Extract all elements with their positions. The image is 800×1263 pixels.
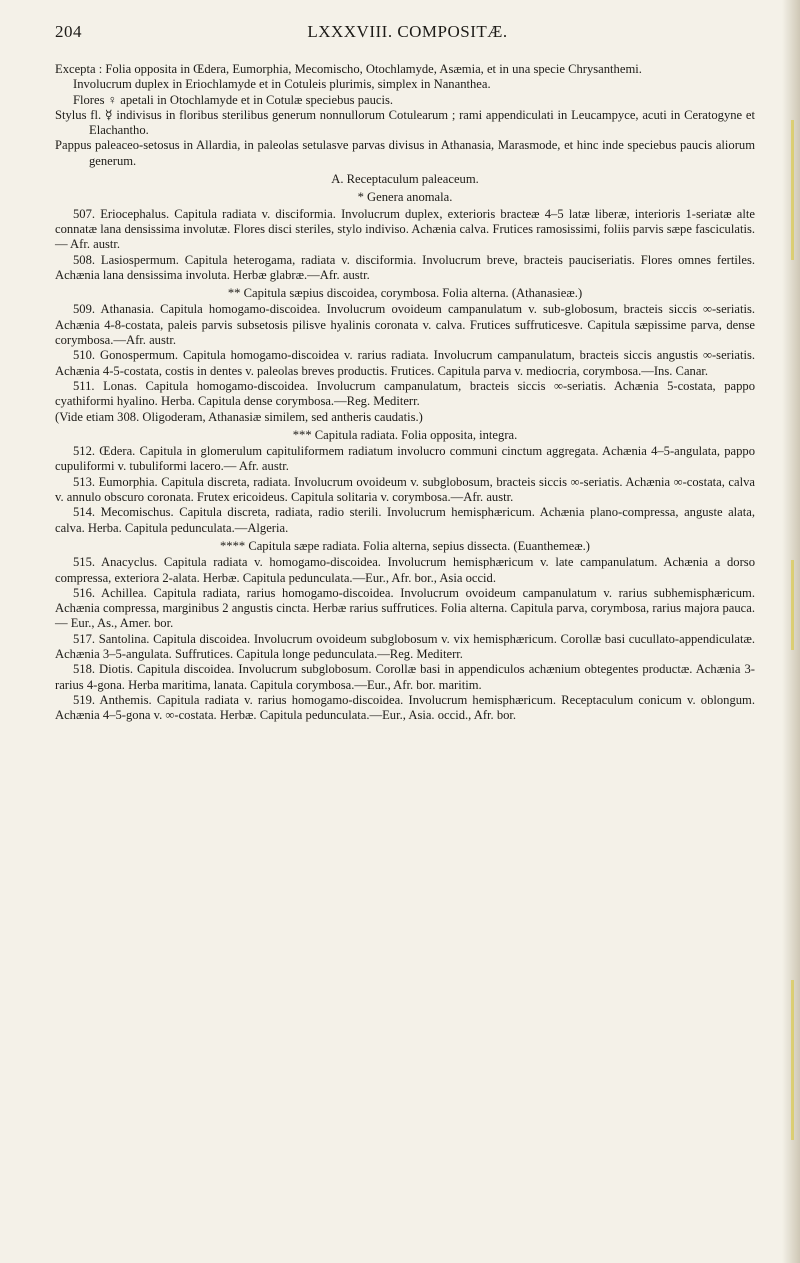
genus-entry: 516. Achillea. Capitula radiata, rarius homogamo-discoidea. Involucrum ovoideum campanulatum v. rarius subhemisphæricum. Achænia compressa, marginibus 2 angustis cincta. Herbæ rarius suffrutices. Folia alterna. Capitula parva, corymbosa, rarius majora pauca.— Eur., As., Amer. bor. <box>55 585 755 631</box>
page-edge-mark <box>791 560 794 650</box>
body-text <box>55 62 755 723</box>
genus-entry: 515. Anacyclus. Capitula radiata v. homogamo-discoidea. Involucrum hemisphæricum v. late campanulatum. Achænia a dorso compressa, exteriora 2-alata. Herbæ. Capitula pedunculata.—Eur., Afr. bor., Asia occid. <box>55 555 755 585</box>
paragraph: Flores ♀ apetali in Otochlamyde et in Cotulæ speciebus paucis. <box>73 92 394 107</box>
paragraph: Stylus fl. ☿ indivisus in floribus sterilibus generum nonnullorum Cotulearum ; rami appendiculati in Leucampyce, acuti in Ceratogyne et Elachantho. <box>55 107 755 138</box>
section-subheading: * Genera anomala. <box>357 190 453 205</box>
genus-entry: 509. Athanasia. Capitula homogamo-discoidea. Involucrum ovoideum campanulatum v. sub-globosum, bracteis siccis ∞-seriatis. Achænia 4-8-costata, paleis parvis subsetosis pilisve hyalinis coronata v. calva. Frutices suffruticesve. Capitula sæpissime parva, dense corymbosa.—Afr. austr. <box>55 302 755 348</box>
genus-entry: 514. Mecomischus. Capitula discreta, radiata, radio sterili. Involucrum hemisphæricum. Achænia plano-compressa, anguste alata, calva. Herba. Capitula pedunculata.—Algeria. <box>55 505 755 535</box>
genus-entry: 512. Œdera. Capitula in glomerulum capituliformem radiatum involucro communi cinctum aggregata. Achænia 4–5-angulata, pappo cupuliformi v. tubuliformi lacero.— Afr. austr. <box>55 444 755 474</box>
page-header <box>55 22 760 46</box>
page-edge-mark <box>791 120 794 260</box>
genus-entry: 517. Santolina. Capitula discoidea. Involucrum ovoideum subglobosum v. vix hemisphæricum. Corollæ basi cucullato-appendiculatæ. Achænia 3–5-angulata. Suffrutices. Capitula longe pedunculata.—Reg. Mediterr. <box>55 631 755 661</box>
paragraph: Excepta : Folia opposita in Œdera, Eumorphia, Mecomischo, Otochlamyde, Asæmia, et in una specie Chrysanthemi. <box>55 62 642 76</box>
genus-entry: 507. Eriocephalus. Capitula radiata v. disciformia. Involucrum duplex, exterioris bracteæ 4–5 latæ liberæ, interioris 1-seriatæ alte connatæ lana densissima involutæ. Flores disci steriles, stylo indiviso. Achænia calva. Frutices ramosissimi, foliis parvis sæpe fasciculatis.— Afr. austr. <box>55 206 755 252</box>
genus-entry: 518. Diotis. Capitula discoidea. Involucrum subglobosum. Corollæ basi in appendiculos achænium obtegentes productæ. Achænia 3- rarius 4-gona. Herba maritima, lanata. Capitula corymbosa.—Eur., Afr. bor. maritim. <box>55 662 755 692</box>
paragraph: Involucrum duplex in Eriochlamyde et in Cotuleis plurimis, simplex in Nananthea. <box>73 77 491 92</box>
genus-entry: 511. Lonas. Capitula homogamo-discoidea. Involucrum campanulatum, bracteis siccis ∞-seriatis. Achænia 5-costata, pappo cyathiformi hyalino. Herba. Capitula dense corymbosa.—Reg. Mediterr. <box>55 378 755 409</box>
section-heading: A. Receptaculum paleaceum. <box>331 172 479 187</box>
page-title: LXXXVIII. COMPOSITÆ. <box>307 22 508 41</box>
paragraph: Pappus paleaceo-setosus in Allardia, in paleolas setulasve parvas divisus in Athanasia, Marasmode, et hinc inde speciebus paucis aliorum generum. <box>55 138 755 168</box>
section-subheading: *** Capitula radiata. Folia opposita, integra. <box>292 427 518 442</box>
genus-entry: 508. Lasiospermum. Capitula heterogama, radiata v. disciformia. Involucrum breve, bracteis pauciseriatis. Flores omnes fertiles. Achænia lana densissima involuta. Herbæ glabræ.—Afr. austr. <box>55 252 755 282</box>
page-number: 204 <box>55 22 82 41</box>
cross-reference-note: (Vide etiam 308. Oligoderam, Athanasiæ similem, sed antheris caudatis.) <box>55 409 423 424</box>
page-edge-mark <box>791 980 794 1140</box>
genus-entry: 510. Gonospermum. Capitula homogamo-discoidea v. rarius radiata. Involucrum campanulatum, bracteis siccis angustis ∞-seriatis. Achænia 4-5-costata, costis in dentes v. paleolas breves productis. Frutices. Capitula parva v. mediocria, corymbosa.—Ins. Canar. <box>55 348 755 378</box>
genus-entry: 519. Anthemis. Capitula radiata v. rarius homogamo-discoidea. Involucrum hemisphæricum. Receptaculum conicum v. oblongum. Achænia 4–5-gona v. ∞-costata. Herbæ. Capitula pedunculata.—Eur., Asia. occid., Afr. bor. <box>55 692 755 723</box>
section-subheading: ** Capitula sæpius discoidea, corymbosa. Folia alterna. (Athanasieæ.) <box>227 286 583 301</box>
genus-entry: 513. Eumorphia. Capitula discreta, radiata. Involucrum ovoideum v. subglobosum, bracteis siccis ∞-seriatis. Achænia ∞-costata, calva v. annulo obscuro coronata. Frutex ericoideus. Capitula solitaria v. corymbosa.—Afr. austr. <box>55 474 755 505</box>
section-subheading: **** Capitula sæpe radiata. Folia alterna, sepius dissecta. (Euanthemeæ.) <box>219 538 590 553</box>
